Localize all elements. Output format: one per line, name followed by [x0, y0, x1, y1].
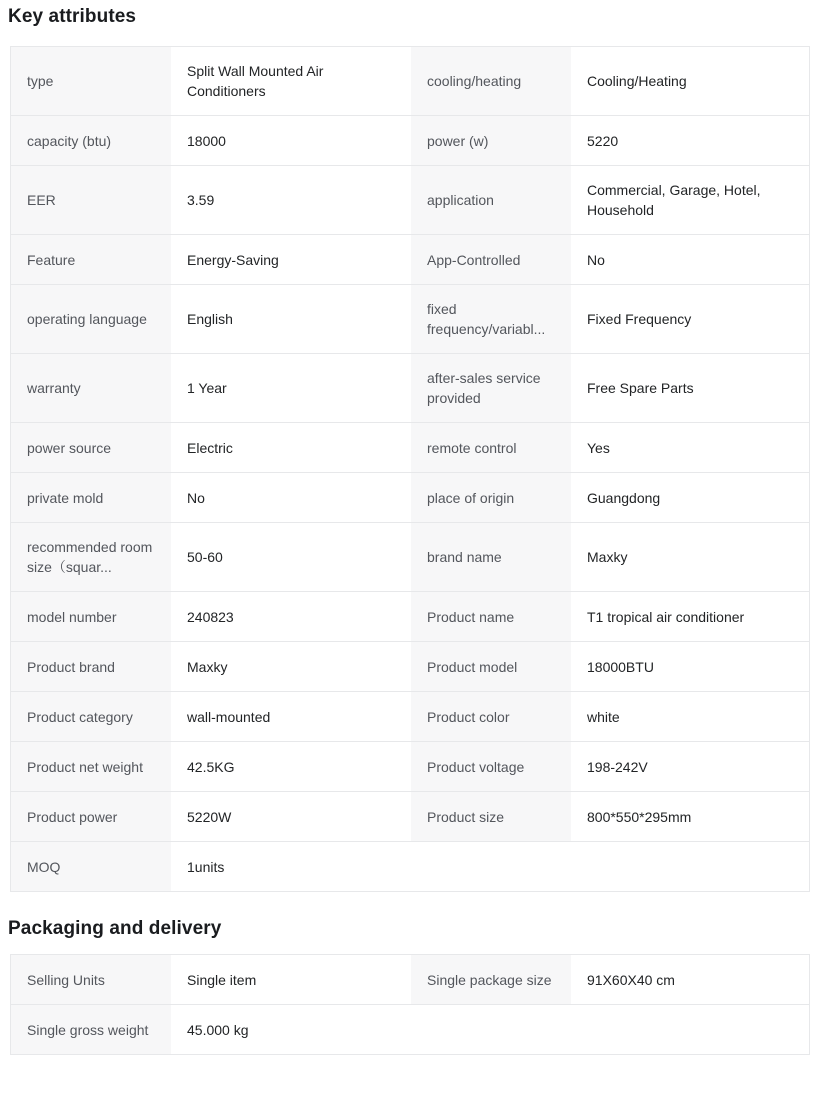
attribute-value-cell: 91X60X40 cm: [587, 971, 675, 988]
attribute-label-cell: Selling Units: [11, 955, 171, 1004]
attribute-label-cell: EER: [11, 166, 171, 234]
attribute-value-cell: Single item: [187, 971, 257, 988]
attribute-row: [11, 115, 809, 165]
attribute-row: [11, 1004, 809, 1054]
attribute-row: [11, 472, 809, 522]
attribute-label-cell: remote control: [411, 423, 571, 472]
attribute-label-cell: Product voltage: [411, 742, 571, 791]
attribute-label-cell: capacity (btu): [11, 116, 171, 165]
attribute-value-cell: 5220W: [187, 808, 232, 825]
attribute-row: [11, 353, 809, 422]
attribute-value-cell: 45.000 kg: [187, 1021, 249, 1038]
attribute-label-cell: Product size: [411, 792, 571, 841]
attribute-value-cell: Maxky: [587, 549, 628, 565]
attribute-label-cell: Feature: [11, 235, 171, 284]
attribute-value-cell: wall-mounted: [187, 708, 271, 725]
attribute-value-cell: No: [187, 489, 205, 506]
attribute-label-cell: App-Controlled: [411, 235, 571, 284]
section-title-packaging-and-delivery: Packaging and delivery: [8, 918, 222, 939]
attribute-label-cell: cooling/heating: [411, 47, 571, 115]
attribute-value-cell: 1 Year: [187, 380, 227, 396]
attribute-value-cell: Electric: [187, 439, 233, 456]
attribute-label-cell: MOQ: [11, 842, 171, 891]
attribute-label-cell: power source: [11, 423, 171, 472]
attribute-label-cell: recommended room size（squar...: [11, 523, 171, 591]
attribute-row: [11, 691, 809, 741]
attribute-label-cell: Single package size: [411, 955, 571, 1004]
page-bottom-spacer: [0, 1055, 820, 1060]
attribute-value-cell: Energy-Saving: [187, 251, 279, 268]
attribute-label-cell: operating language: [11, 285, 171, 353]
attribute-row: [11, 791, 809, 841]
attribute-label-cell: Product category: [11, 692, 171, 741]
attribute-label-cell: place of origin: [411, 473, 571, 522]
attribute-row: [11, 741, 809, 791]
attribute-label-cell: Product color: [411, 692, 571, 741]
attribute-row: [11, 591, 809, 641]
attribute-label-cell: Single gross weight: [11, 1005, 171, 1054]
attribute-label-cell: after-sales service provided: [411, 354, 571, 422]
attribute-value-cell: 240823: [187, 608, 234, 625]
attribute-label-cell: Product brand: [11, 642, 171, 691]
attribute-value-cell: Commercial, Garage, Hotel, Household: [587, 182, 761, 218]
attribute-value-cell: white: [587, 708, 620, 725]
attribute-label-cell: fixed frequency/variabl...: [411, 285, 571, 353]
attribute-value-cell: Split Wall Mounted Air Conditioners: [187, 63, 324, 99]
attribute-label-cell: Product net weight: [11, 742, 171, 791]
attribute-value-cell: 18000: [187, 132, 226, 149]
attribute-value-cell: Yes: [587, 439, 610, 456]
attribute-value-cell: 800*550*295mm: [587, 808, 692, 825]
attribute-value-cell: 18000BTU: [587, 658, 654, 675]
attribute-row: [11, 841, 809, 891]
attribute-label-cell: model number: [11, 592, 171, 641]
attribute-value-cell: T1 tropical air conditioner: [587, 608, 745, 625]
attribute-label-cell: type: [11, 47, 171, 115]
attribute-value-cell: 5220: [587, 132, 619, 149]
attribute-value-cell: 42.5KG: [187, 758, 235, 775]
attribute-value-cell: 1units: [187, 858, 225, 875]
attribute-row: [11, 641, 809, 691]
attribute-value-cell: Free Spare Parts: [587, 380, 694, 396]
packaging-and-delivery-table: [10, 954, 810, 1055]
attribute-value-cell: English: [187, 311, 233, 327]
attribute-label-cell: power (w): [411, 116, 571, 165]
attribute-row: [11, 522, 809, 591]
attribute-label-cell: Product name: [411, 592, 571, 641]
attribute-row: [11, 234, 809, 284]
attribute-label-cell: brand name: [411, 523, 571, 591]
attribute-label-cell: Product model: [411, 642, 571, 691]
attribute-row: [11, 165, 809, 234]
attribute-row: [11, 47, 809, 115]
attribute-row: [11, 955, 809, 1004]
attribute-value-cell: Maxky: [187, 658, 228, 675]
attribute-label-cell: warranty: [11, 354, 171, 422]
attribute-label-cell: Product power: [11, 792, 171, 841]
attribute-value-cell: Guangdong: [587, 489, 661, 506]
attribute-row: [11, 422, 809, 472]
attribute-value-cell: 3.59: [187, 192, 215, 208]
attribute-value-cell: No: [587, 251, 605, 268]
attribute-label-cell: private mold: [11, 473, 171, 522]
attribute-value-cell: 198-242V: [587, 758, 648, 775]
attribute-row: [11, 284, 809, 353]
key-attributes-table: [10, 46, 810, 892]
attribute-label-cell: application: [411, 166, 571, 234]
attribute-value-cell: Fixed Frequency: [587, 311, 692, 327]
attribute-value-cell: Cooling/Heating: [587, 73, 687, 89]
section-title-key-attributes: Key attributes: [8, 6, 137, 27]
attribute-value-cell: 50-60: [187, 549, 223, 565]
